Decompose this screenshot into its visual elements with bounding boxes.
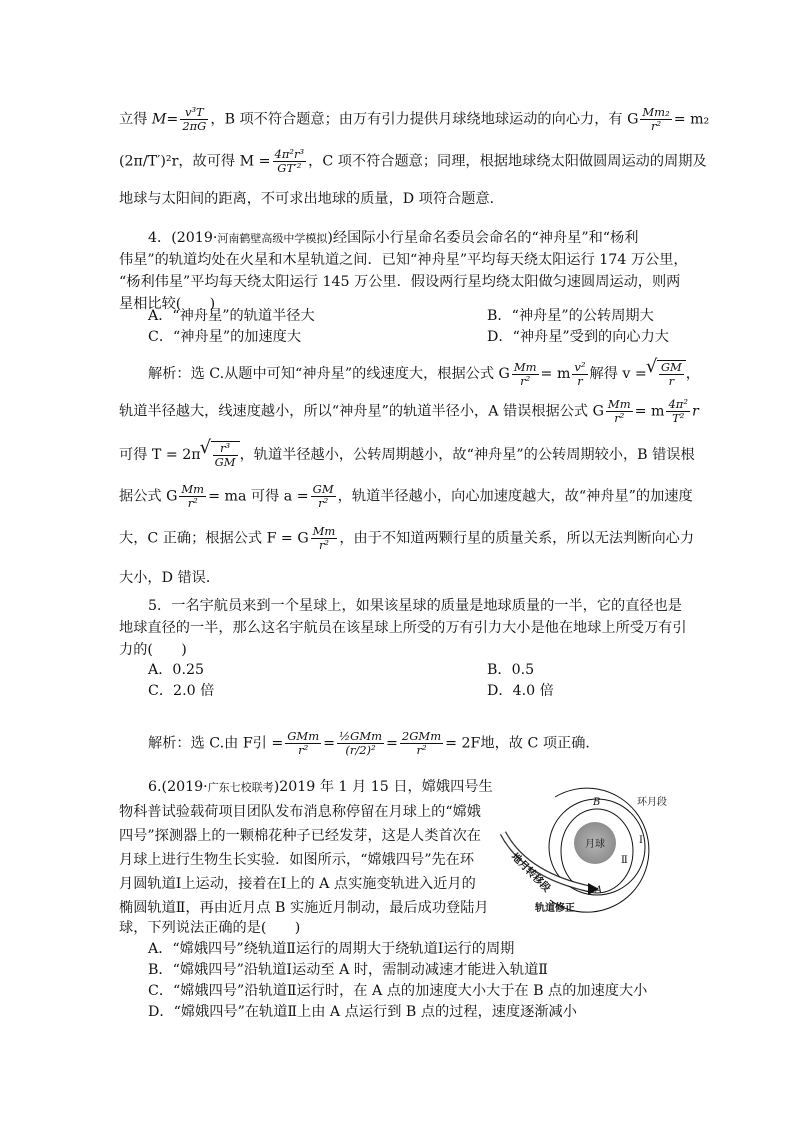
fraction: $\frac{\text{2GMm}}{\text{r²}}$: [401, 729, 442, 757]
correction-label: 轨道修正: [535, 903, 575, 914]
square-root: √ $\frac{GM}{r}$: [657, 360, 686, 388]
orbit-diagram: [485, 785, 670, 915]
q3-solution-line-1: 立得 M= $\frac{\text{v³T}}{2\pi G}$ ，B 项不符合题意；由万有引力提供月球绕地球运动的向心力，有 G $\frac{\text{Mm₂}}{\text{r²}}$ = m₂: [119, 105, 710, 133]
q6-option-d: D．“嫦娥四号”在轨道Ⅱ上由 A 点运行到 B 点的过程，速度逐渐减小: [148, 1004, 577, 1020]
fraction: $\frac{Mm}{\text{r²}}$: [513, 359, 537, 388]
q5-stem-line-1: 5．一名宇航员来到一个星球上，如果该星球的质量是地球质量的一半，它的直径也是: [148, 598, 682, 614]
q5-stem-line-2: 地球直径的一半，那么这名宇航员在该星球上所受的万有引力大小是他在地球上所受万有引: [119, 620, 687, 636]
q4-option-a: A．“神舟星”的轨道半径大: [148, 308, 315, 324]
q6-option-c: C．“嫦娥四号”沿轨道Ⅱ运行时，在 A 点的加速度大小大于在 B 点的加速度大小: [148, 983, 648, 999]
q5-option-d: D．4.0 倍: [487, 683, 554, 699]
q3-solution-line-3: 地球与太阳间的距离，不可求出地球的质量，D 项符合题意．: [119, 191, 504, 207]
q6-stem-line-7: 球，下列说法正确的是( ): [119, 920, 301, 936]
fraction: $\frac{\text{v²}}{r}$: [574, 359, 586, 388]
fraction: $\frac{\text{Mm₂}}{\text{r²}}$: [642, 105, 670, 133]
q6-stem-line-2: 物科普试验载荷项目团队发布消息称停留在月球上的“嫦娥: [119, 804, 481, 820]
transfer-label: 地月转移段: [508, 851, 553, 895]
moon-label: 月球: [585, 839, 605, 850]
fraction: $\frac{\text{4π²}}{\text{T²}}$: [668, 397, 688, 425]
q5-option-a: A．0.25: [148, 662, 205, 678]
q4-solution-line-3: 可得 T = 2π √ $\frac{\text{r³}}{GM}$ ，轨道半径越小，公转周期越小，故“神舟星”的公转周期较小，B 错误根: [119, 441, 695, 469]
q6-stem-line-3: 四号”探测器上的一颗棉花种子已经发芽，这是人类首次在: [119, 828, 481, 844]
q4-stem-line-2: 伟星”的轨道均处在火星和木星轨道之间．已知“神舟星”平均每天绕太阳运行 174 万公里，: [119, 252, 688, 268]
q5-solution: 解析：选 C.由 F引 = $\frac{\text{GMm}}{\text{r²}}$ = $\frac{\text{½GMm}}{\text{(r/2)²}}$ = $\frac{\text{2GMm}}{\text{r²}}$ = 2F地，故 C 项正确．: [148, 729, 600, 757]
q6-stem-line-5: 月圆轨道Ⅰ上运动，接着在Ⅰ上的 A 点实施变轨进入近月的: [119, 876, 476, 892]
fraction: $\frac{Mm}{\text{r²}}$: [181, 482, 205, 510]
q6-stem-line-4: 月球上进行生物生长实验．如图所示，“嫦娥四号”先在环: [119, 852, 475, 868]
q4-source: 河南鹤壁高级中学模拟: [217, 232, 328, 245]
fraction: $\frac{Mm}{\text{r²}}$: [607, 397, 631, 425]
orbit-ii-label: Ⅱ: [621, 855, 628, 866]
point-a-label: A: [595, 885, 603, 896]
q4-option-b: B．“神舟星”的公转周期大: [487, 308, 654, 324]
fraction: $\frac{\text{GMm}}{\text{r²}}$: [287, 729, 320, 757]
q4-solution-line-2: 轨道半径越大，线速度越小，所以“神舟星”的轨道半径小，A 错误根据公式 G $\frac{Mm}{\text{r²}}$ = m $\frac{\text{4π²}}{\text{T²}}$ r: [119, 397, 699, 425]
q6-stem-line-6: 椭圆轨道Ⅱ，再由近月点 B 实施近月制动，最后成功登陆月: [119, 900, 489, 916]
q4-stem-line-1: 4．(2019·河南鹤壁高级中学模拟)经国际小行星命名委员会命名的“神舟星”和“杨利: [148, 230, 639, 246]
q4-option-d: D．“神舟星”受到的向心力大: [487, 329, 669, 345]
q4-solution-line-5: 大，C 正确；根据公式 F = G $\frac{Mm}{\text{r²}}$ ，由于不知道两颗行星的质量关系，所以无法判断向心力: [119, 524, 695, 552]
q6-stem-line-1: 6.(2019·广东七校联考)2019 年 1 月 15 日，嫦娥四号生: [148, 779, 493, 795]
q4-solution-line-1: 解析：选 C.从题中可知“神舟星”的线速度大，根据公式 G $\frac{Mm}{\text{r²}}$ = m $\frac{\text{v²}}{r}$ 解得 v = √ $\frac{GM}{r}$ ，: [148, 360, 700, 388]
q5-option-c: C．2.0 倍: [148, 683, 215, 699]
fraction: $\frac{\text{v³T}}{2\pi G}$: [182, 105, 207, 133]
orbit-i-label: Ⅰ: [639, 835, 643, 846]
q6-source: 广东七校联考: [207, 781, 274, 794]
q4-stem-line-4: 星相比较( ): [119, 296, 216, 312]
fraction: $\frac{Mm}{\text{r²}}$: [312, 524, 336, 552]
q5-stem-line-3: 力的( ): [119, 642, 187, 658]
q4-stem-line-3: “杨利伟星”平均每天绕太阳运行 145 万公里．假设两行星均绕太阳做匀速圆周运动，则两: [119, 274, 681, 290]
fraction: $\frac{GM}{\text{r²}}$: [312, 482, 334, 510]
q6-option-a: A．“嫦娥四号”绕轨道Ⅱ运行的周期大于绕轨道Ⅰ运行的周期: [148, 941, 515, 957]
q3-solution-line-2: (2π/T′)²r，故可得 M = $\frac{\text{4π²r³}}{\text{GT′²}}$ ，C 项不符合题意；同理，根据地球绕太阳做圆周运动的周期及: [119, 147, 707, 175]
point-b-label: B: [593, 797, 601, 808]
q5-option-b: B．0.5: [487, 662, 535, 678]
q4-option-c: C．“神舟星”的加速度大: [148, 329, 302, 345]
ring-orbit-label: 环月段: [637, 797, 667, 808]
fraction: $\frac{\text{½GMm}}{\text{(r/2)²}}$: [339, 729, 383, 757]
fraction: $\frac{\text{4π²r³}}{\text{GT′²}}$: [274, 147, 305, 175]
square-root: √ $\frac{\text{r³}}{GM}$: [211, 441, 240, 469]
q6-option-b: B．“嫦娥四号”沿轨道Ⅰ运动至 A 时，需制动减速才能进入轨道Ⅱ: [148, 962, 548, 978]
q4-solution-line-6: 大小，D 错误．: [119, 570, 221, 586]
q4-solution-line-4: 据公式 G $\frac{Mm}{\text{r²}}$ = ma 可得 a = $\frac{GM}{\text{r²}}$ ，轨道半径越小，向心加速度越大，故“神舟星”的加速度: [119, 482, 693, 510]
